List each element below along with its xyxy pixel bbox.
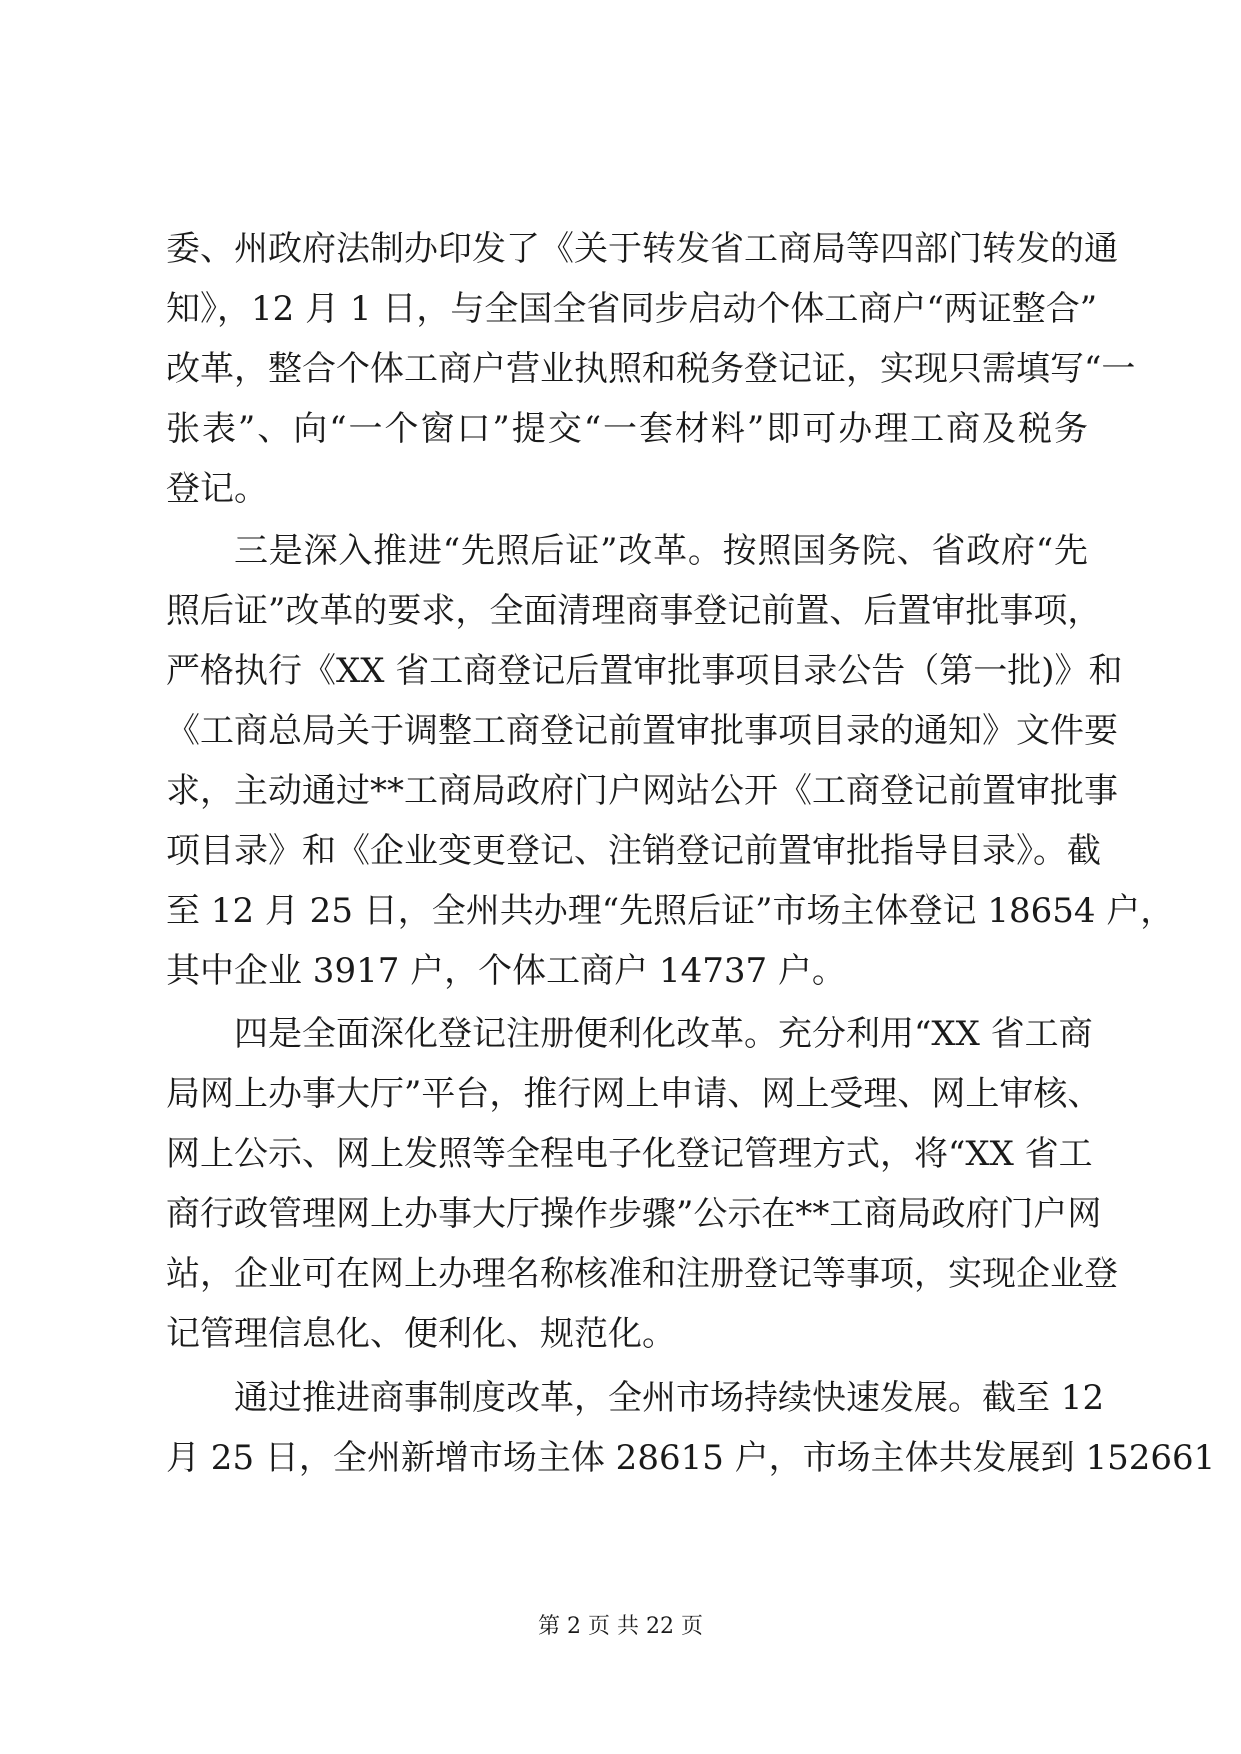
- page-number-footer: 第 2 页 共 22 页: [538, 1614, 703, 1639]
- text-line: 其中企业 3917 户，个体工商户 14737 户。: [166, 951, 846, 991]
- text-line: 项目录》和《企业变更登记、注销登记前置审批指导目录》。截: [166, 831, 1101, 871]
- paragraph-start: 通过推进商事制度改革，全州市场持续快速发展。截至 12: [234, 1378, 1105, 1418]
- text-line: 求，主动通过**工商局政府门户网站公开《工商登记前置审批事: [166, 771, 1118, 811]
- text-line: 张表”、向“一个窗口”提交“一套材料”即可办理工商及税务: [166, 409, 1088, 449]
- text-line: 知》，12 月 1 日，与全国全省同步启动个体工商户“两证整合”: [166, 289, 1098, 329]
- text-line: 照后证”改革的要求，全面清理商事登记前置、后置审批事项，: [166, 591, 1102, 631]
- paragraph-start: 四是全面深化登记注册便利化改革。充分利用“XX 省工商: [234, 1014, 1093, 1054]
- text-line: 记管理信息化、便利化、规范化。: [166, 1314, 676, 1354]
- text-line: 严格执行《XX 省工商登记后置审批事项目录公告（第一批)》和: [166, 651, 1123, 691]
- text-line: 站，企业可在网上办理名称核准和注册登记等事项，实现企业登: [166, 1254, 1118, 1294]
- text-line: 局网上办事大厅”平台，推行网上申请、网上受理、网上审核、: [166, 1074, 1102, 1114]
- text-line: 《工商总局关于调整工商登记前置审批事项目录的通知》文件要: [166, 711, 1118, 751]
- text-line: 至 12 月 25 日，全州共办理“先照后证”市场主体登记 18654 户，: [166, 891, 1175, 931]
- text-line: 委、州政府法制办印发了《关于转发省工商局等四部门转发的通: [166, 229, 1118, 269]
- paragraph-start: 三是深入推进“先照后证”改革。按照国务院、省政府“先: [234, 531, 1088, 571]
- text-line: 登记。: [166, 469, 268, 509]
- text-line: 改革，整合个体工商户营业执照和税务登记证，实现只需填写“一: [166, 349, 1136, 389]
- text-line: 商行政管理网上办事大厅操作步骤”公示在**工商局政府门户网: [166, 1194, 1102, 1234]
- text-line: 网上公示、网上发照等全程电子化登记管理方式，将“XX 省工: [166, 1134, 1093, 1174]
- text-line: 月 25 日，全州新增市场主体 28615 户，市场主体共发展到 152661: [166, 1438, 1216, 1478]
